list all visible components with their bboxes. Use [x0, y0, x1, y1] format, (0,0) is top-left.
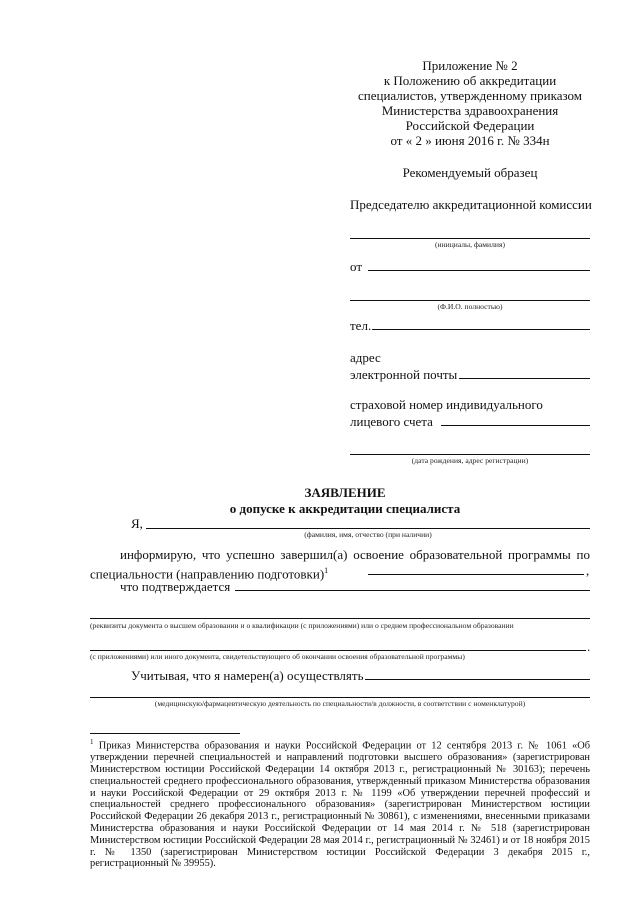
intend-line[interactable]: [365, 679, 590, 680]
birth-address-caption: (дата рождения, адрес регистрации): [411, 456, 529, 465]
snils-label-line2: лицевого счета: [350, 414, 433, 429]
footnote-text: Приказ Министерства образования и науки Российской Федерации от 12 сентября 2013 г. № 1061 «Об утверждении перечней специальностей и направлений подготовки высшего образования» (зарегистрирован Министерством юстиции Российской Федерации 14 октября 2013 г., регистрационный № 30163); перечень специальностей среднего профессионального образования, утвержденный приказом Министерства образования и науки Российской Федерации от 29 октября 2013 г. № 1199 «Об утверждении перечней профессий и специальностей среднего профессионального образования» (зарегистрирован Министерством юстиции Российской Федерации 26 декабря 2013 г., регистрационный № 30861), с изменениями, внесенными приказами Министерства образования и науки Российской Федерации от 14 мая 2014 г. № 518 (зарегистрирован Министерством юстиции Российской Федерации 28 мая 2014 г., регистрационный № 32461) и от 18 ноября 2015 г. № 1350 (зарегистрирован Министерством юстиции Российской Федерации 3 декабря 2015 г., регистрационный № 39955).: [90, 740, 590, 870]
intend-label: Учитывая, что я намерен(а) осуществлять: [131, 668, 364, 683]
addressee-title: Председателю аккредитационной комиссии: [350, 197, 592, 212]
snils-label-line1: страховой номер индивидуального: [350, 397, 543, 412]
education-doc-line[interactable]: [90, 618, 590, 619]
appendix-header: [350, 58, 590, 148]
full-name-line[interactable]: [146, 528, 590, 529]
snils-line[interactable]: [441, 425, 590, 426]
header-line: от « 2 » июня 2016 г. № 334н: [390, 133, 550, 148]
email-line[interactable]: [459, 378, 590, 379]
phone-label: тел.: [350, 318, 372, 333]
confirmed-line[interactable]: [235, 590, 590, 591]
fio-line[interactable]: [350, 300, 590, 301]
activity-line[interactable]: [90, 697, 590, 698]
education-doc-caption-2: (с приложениями) или иного документа, свидетельствующего об окончании освоения образовательной программы): [90, 652, 465, 661]
header-line: специалистов, утвержденному приказом: [357, 88, 583, 103]
inform-text: информирую, что успешно завершил(а) освоение образовательной программы по: [120, 547, 590, 562]
header-line: Приложение № 2: [422, 58, 518, 73]
initials-caption: (инициалы, фамилия): [434, 240, 505, 249]
activity-caption: (медицинскую/фармацевтическую деятельность по специальности/в должности, в соответствии с номенклатурой): [154, 699, 526, 708]
footnote: [90, 737, 590, 870]
header-line: Российской Федерации: [405, 118, 535, 133]
education-doc-caption: (реквизиты документа о высшем образовании и о квалификации (с приложениями) или о среднем профессиональном образовании: [90, 621, 514, 630]
header-line: к Положению об аккредитации: [383, 73, 557, 88]
recommended-sample-label: Рекомендуемый образец: [402, 165, 538, 180]
footnote-ref: 1: [324, 566, 329, 575]
i-label: Я,: [131, 516, 143, 531]
from-label: от: [350, 259, 363, 274]
footnote-mark: 1: [90, 738, 94, 746]
specialty-comma: ,: [586, 563, 590, 578]
birth-address-line[interactable]: [350, 454, 590, 455]
footnote-separator: [90, 733, 240, 734]
phone-line[interactable]: [372, 329, 590, 330]
full-name-caption: (фамилия, имя, отчество (при наличии): [304, 530, 432, 539]
statement-subtitle: о допуске к аккредитации специалиста: [229, 501, 461, 516]
fio-caption: (Ф.И.О. полностью): [437, 302, 503, 311]
specialty-line[interactable]: [368, 574, 584, 575]
email-label-line1: адрес: [350, 350, 381, 365]
doc-period: .: [587, 639, 591, 654]
header-line: Министерства здравоохранения: [381, 103, 559, 118]
education-doc-line-2[interactable]: [90, 650, 586, 651]
email-label-line2: электронной почты: [350, 367, 458, 382]
from-line[interactable]: [368, 270, 590, 271]
initials-line[interactable]: [350, 238, 590, 239]
specialty-label-text: специальности (направлению подготовки): [90, 566, 325, 582]
confirmed-label: что подтверждается: [120, 579, 231, 594]
statement-title: ЗАЯВЛЕНИЕ: [304, 485, 386, 500]
